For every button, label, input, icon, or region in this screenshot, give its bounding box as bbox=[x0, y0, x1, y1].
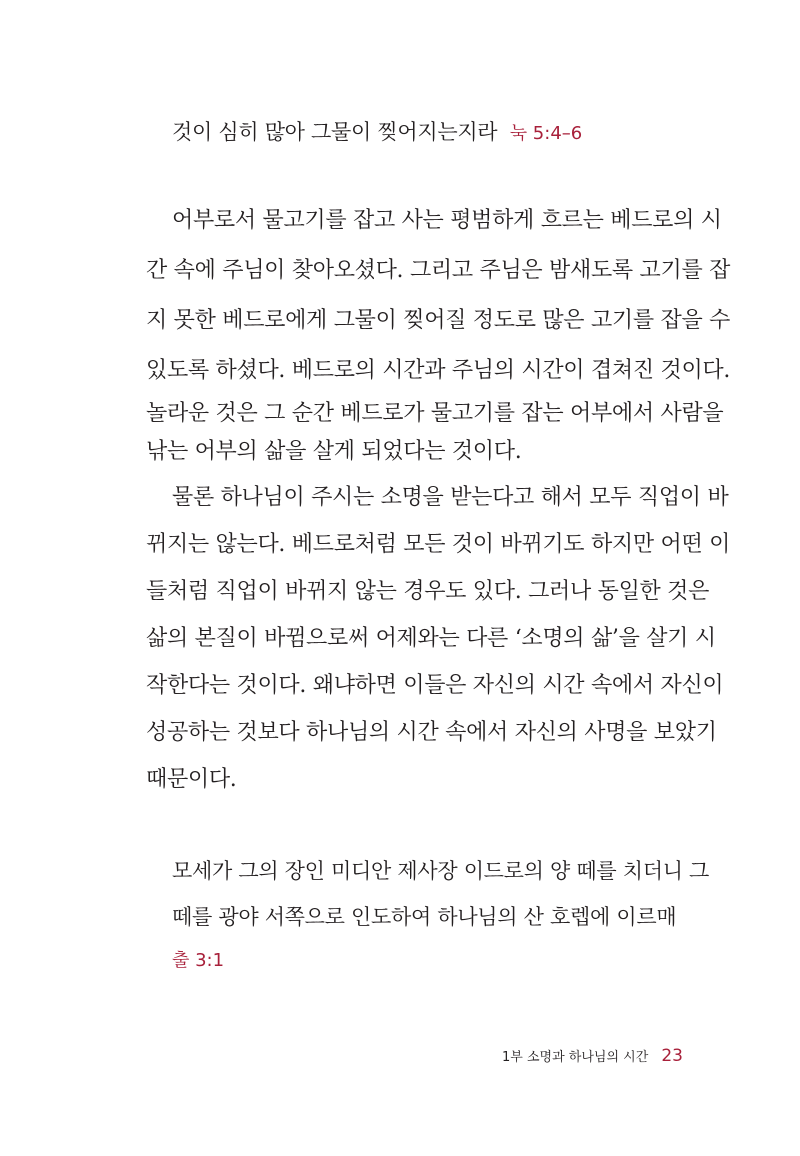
quote-line: 떼를 광야 서쪽으로 인도하여 하나님의 산 호렙에 이르매 bbox=[172, 905, 677, 929]
quote-line bbox=[172, 117, 582, 149]
section-title: 1부 소명과 하나님의 시간 bbox=[502, 1050, 649, 1065]
scripture-reference: 출 3:1 bbox=[172, 950, 225, 971]
quote-text: 것이 심히 많아 그물이 찢어지는지라 bbox=[172, 120, 498, 144]
paragraph-line: 어부로서 물고기를 잡고 사는 평범하게 흐르는 베드로의 시 bbox=[172, 208, 722, 233]
paragraph-line: 낚는 어부의 삶을 살게 되었다는 것이다. bbox=[146, 439, 522, 464]
page-footer bbox=[502, 1046, 683, 1066]
paragraph-line: 작한다는 것이다. 왜냐하면 이들은 자신의 시간 속에서 자신이 bbox=[146, 673, 724, 698]
paragraph-line: 삶의 본질이 바뀜으로써 어제와는 다른 ‘소명의 삶’을 살기 시 bbox=[146, 626, 716, 651]
page-number: 23 bbox=[661, 1046, 683, 1066]
paragraph-line: 있도록 하셨다. 베드로의 시간과 주님의 시간이 겹쳐진 것이다. bbox=[146, 358, 731, 383]
paragraph-line: 지 못한 베드로에게 그물이 찢어질 정도로 많은 고기를 잡을 수 bbox=[146, 308, 731, 333]
quote-line: 모세가 그의 장인 미디안 제사장 이드로의 양 떼를 치더니 그 bbox=[172, 859, 710, 883]
paragraph-line: 때문이다. bbox=[146, 767, 237, 792]
scripture-reference: 눅 5:4–6 bbox=[509, 123, 583, 144]
paragraph-line: 간 속에 주님이 찾아오셨다. 그리고 주님은 밤새도록 고기를 잡 bbox=[146, 258, 731, 283]
paragraph-line: 뀌지는 않는다. 베드로처럼 모든 것이 바뀌기도 하지만 어떤 이 bbox=[146, 532, 731, 557]
paragraph-line: 놀라운 것은 그 순간 베드로가 물고기를 잡는 어부에서 사람을 bbox=[146, 401, 724, 426]
paragraph-line: 성공하는 것보다 하나님의 시간 속에서 자신의 사명을 보았기 bbox=[146, 720, 717, 745]
paragraph-line: 물론 하나님이 주시는 소명을 받는다고 해서 모두 직업이 바 bbox=[172, 485, 729, 510]
paragraph-line: 들처럼 직업이 바뀌지 않는 경우도 있다. 그러나 동일한 것은 bbox=[146, 579, 710, 604]
